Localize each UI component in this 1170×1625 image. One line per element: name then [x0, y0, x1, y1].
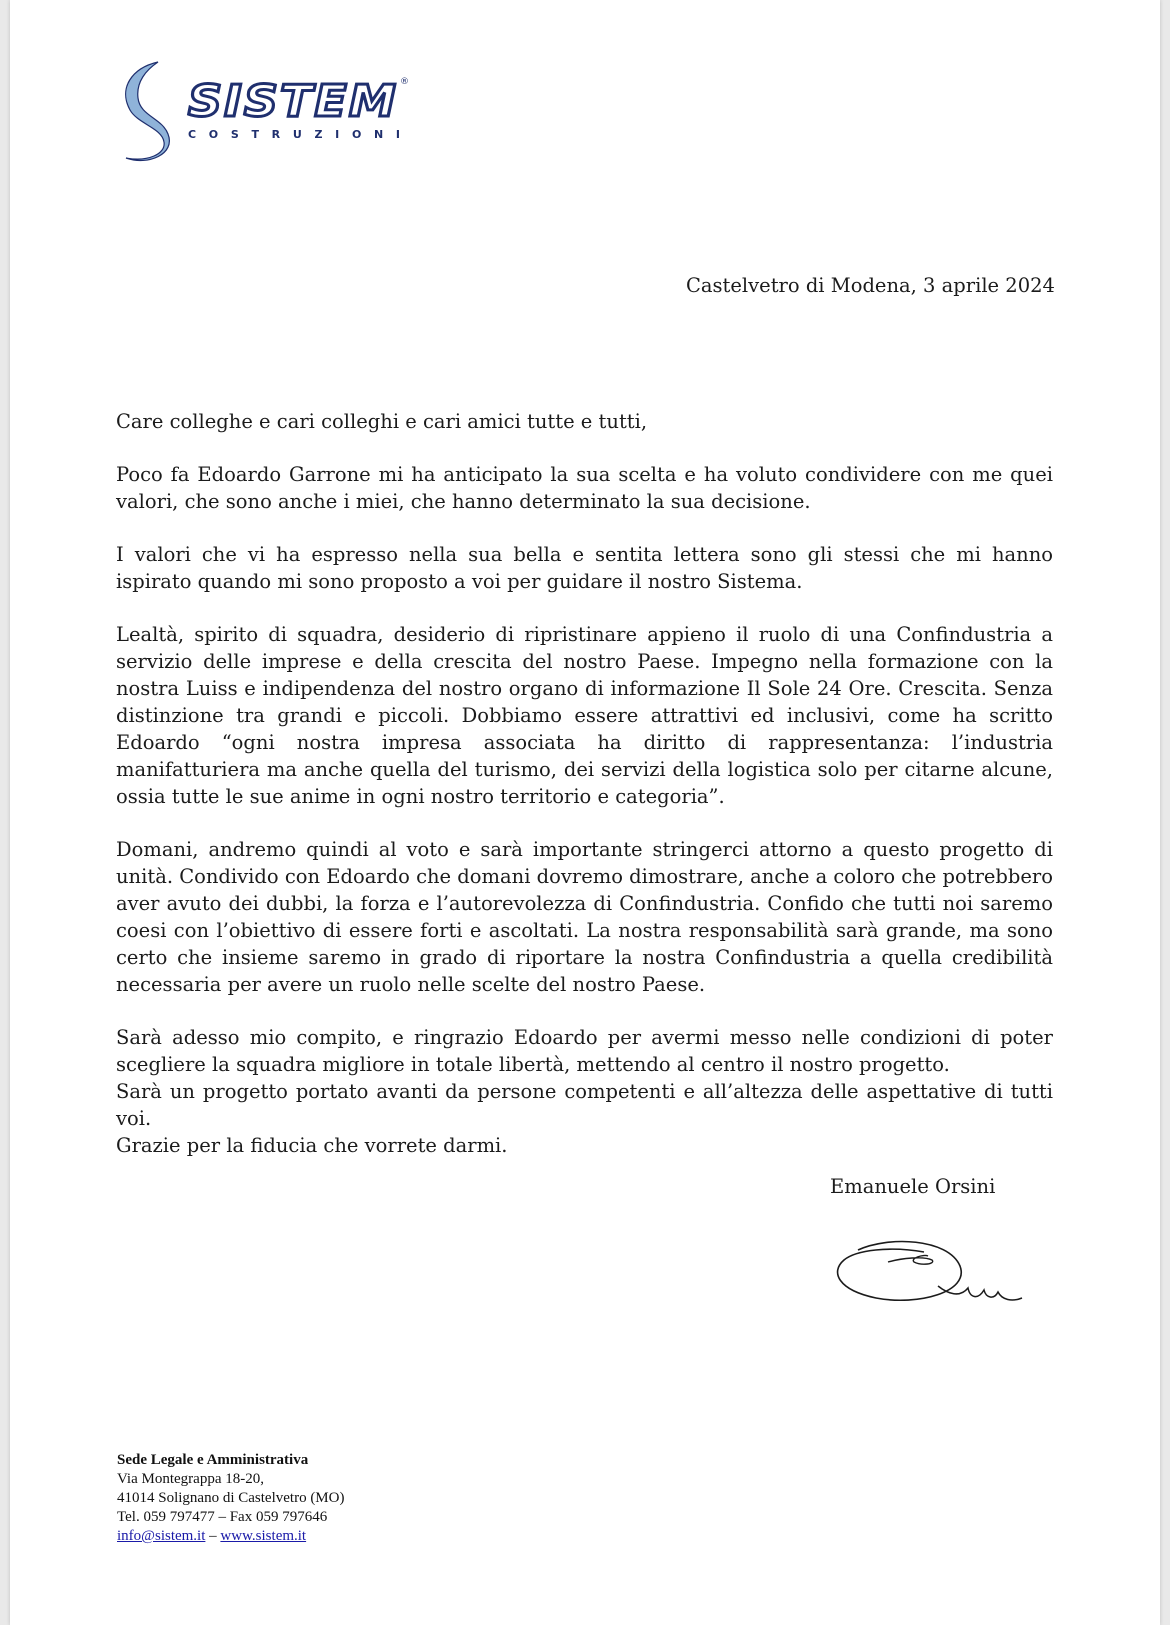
- website-link[interactable]: www.sistem.it: [220, 1528, 307, 1544]
- logo-subtitle: COSTRUZIONI: [188, 128, 400, 141]
- salutation: Care colleghe e cari colleghi e cari amici tutte e tutti,: [116, 410, 648, 433]
- paragraph: Domani, andremo quindi al voto e sarà importante stringerci attorno a questo progetto di unità. Condivido con Edoardo che domani dovremo dimostrare, anche a coloro che potrebbero aver avuto dei dubbi, la forza e l’autorevolezza di Confindustria. Confido che tutti noi saremo coesi con l’obiettivo di essere forti e ascoltati. La nostra responsabilità sarà grande, ma sono certo che insieme saremo in grado di riportare la nostra Confindustria a quella credibilità necessaria per avere un ruolo nelle scelte del nostro Paese.: [116, 838, 1053, 996]
- footer-city: 41014 Solignano di Castelvetro (MO): [117, 1490, 345, 1506]
- paragraph: Lealtà, spirito di squadra, desiderio di ripristinare appieno il ruolo di una Confindustria a servizio delle imprese e della crescita del nostro Paese. Impegno nella formazione con la nostra Luiss e indipendenza del nostro organo di informazione Il Sole 24 Ore. Crescita. Senza distinzione tra grandi e piccoli. Dobbiamo essere attrattivi ed inclusivi, come ha scritto Edoardo “ogni nostra impresa associata ha diritto di rappresentanza: l’industria manifatturiera ma anche quella del turismo, dei servizi della logistica solo per citarne alcune, ossia tutte le sue anime in ogni nostro territorio e categoria”.: [116, 623, 1053, 808]
- paragraph: I valori che vi ha espresso nella sua bella e sentita lettera sono gli stessi che mi hanno ispirato quando mi sono proposto a voi per guidare il nostro Sistema.: [116, 543, 1053, 593]
- signature-icon: [828, 1232, 1038, 1312]
- footer-address: [117, 1451, 344, 1546]
- footer-phone-fax: Tel. 059 797477 – Fax 059 797646: [117, 1509, 328, 1525]
- footer-contacts: [117, 1527, 344, 1546]
- letter-body: [116, 408, 1053, 1159]
- logo-wordmark: SISTEM: [188, 76, 398, 127]
- closing-line: Sarà un progetto portato avanti da persone competenti e all’altezza delle aspettative di tutti voi.: [116, 1080, 1053, 1130]
- closing-line: Grazie per la fiducia che vorrete darmi.: [116, 1134, 508, 1157]
- closing-line: Sarà adesso mio compito, e ringrazio Edoardo per avermi messo nelle condizioni di poter scegliere la squadra migliore in totale libertà, mettendo al centro il nostro progetto.: [116, 1026, 1053, 1076]
- logo-registered-mark: ®: [400, 77, 409, 87]
- email-link[interactable]: info@sistem.it: [117, 1528, 206, 1544]
- logo-swoosh-icon: [126, 62, 170, 161]
- contact-separator: –: [209, 1528, 217, 1544]
- letter-date: Castelvetro di Modena, 3 aprile 2024: [686, 274, 1055, 297]
- footer-street: Via Montegrappa 18-20,: [117, 1471, 264, 1487]
- company-logo: [118, 58, 418, 168]
- footer-heading: Sede Legale e Amministrativa: [117, 1452, 309, 1468]
- paragraph: Poco fa Edoardo Garrone mi ha anticipato la sua scelta e ha voluto condividere con me quei valori, che sono anche i miei, che hanno determinato la sua decisione.: [116, 463, 1053, 513]
- signer-name: Emanuele Orsini: [830, 1175, 996, 1198]
- closing-paragraph: [116, 1024, 1053, 1159]
- letter-page: [10, 0, 1160, 1625]
